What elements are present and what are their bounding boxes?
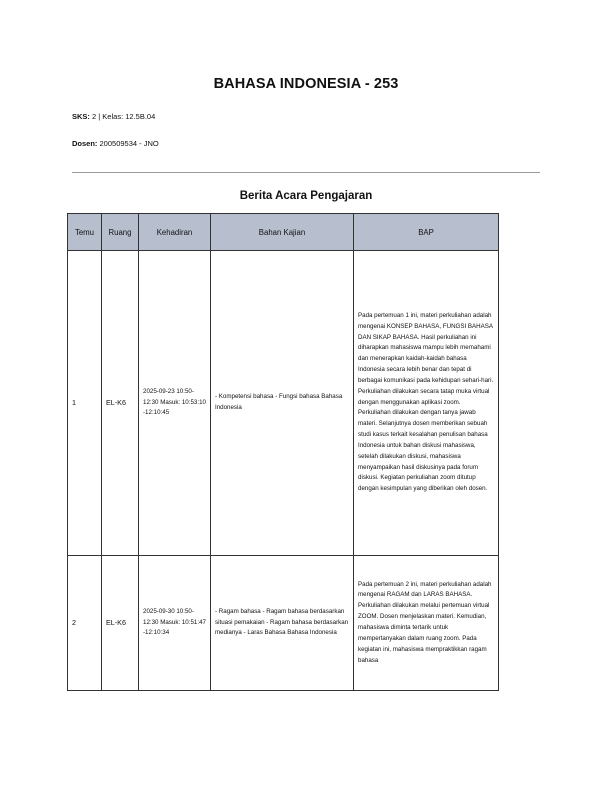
cell-bap	[354, 556, 499, 691]
dosen-label: Dosen:	[72, 139, 98, 148]
cell-bahan-kajian: - Kompetensi bahasa - Fungsi bahasa Bahasa Indonesia	[211, 251, 354, 556]
cell-ruang: EL-K6	[102, 251, 139, 556]
header-bahan-kajian: Bahan Kajian	[211, 214, 354, 251]
header-bap: BAP	[354, 214, 499, 251]
header-divider	[72, 172, 540, 173]
cell-temu: 2	[68, 556, 102, 691]
cell-temu: 1	[68, 251, 102, 556]
header-ruang: Ruang	[102, 214, 139, 251]
table-row	[68, 251, 499, 556]
bap-text: Pada pertemuan 2 ini, materi perkuliahan adalah mengenai RAGAM dan LARAS BAHASA. Perkuliahan dilakukan melalui pertemuan virtual ZOOM. Dosen menjelaskan materi. Kemudian, mahasiswa diminta tertarik untuk mempertanyakan dalam ruang zoom. Pada kegiatan ini, mahasiswa mempraktikkan ragam bahasa	[358, 580, 494, 664]
sks-kelas-line	[72, 112, 155, 121]
cell-kehadiran: 2025-09-23 10:50-12:30 Masuk: 10:53:10 -12:10:45	[139, 251, 211, 556]
page-title: BAHASA INDONESIA - 253	[213, 76, 399, 92]
dosen-value: 200509534 - JNO	[99, 139, 159, 148]
sks-kelas-value: 2 | Kelas: 12.5B.04	[92, 112, 156, 121]
bap-table	[67, 213, 499, 691]
dosen-line	[72, 139, 159, 148]
cell-ruang: EL-K6	[102, 556, 139, 691]
cell-kehadiran: 2025-09-30 10:50-12:30 Masuk: 10:51:47 -12:10:34	[139, 556, 211, 691]
table-header-row	[68, 214, 499, 251]
header-temu: Temu	[68, 214, 102, 251]
cell-bahan-kajian: - Ragam bahasa - Ragam bahasa berdasarkan situasi pemakaian - Ragam bahasa berdasarkan medianya - Laras Bahasa Bahasa Indonesia	[211, 556, 354, 691]
bap-text: Pada pertemuan 1 ini, materi perkuliahan adalah mengenai KONSEP BAHASA, FUNGSI BAHASA DAN SIKAP BAHASA. Hasil perkuliahan ini diharapkan mahasiswa mampu lebih memahami dan menerapkan kaidah-kaidah bahasa Indonesia secara lebih benar dan tepat di berbagai komunikasi pada kehidupan sehari-hari. Perkuliahan dilakukan secara tatap muka virtual dengan menggunakan aplikasi zoom. Perkuliahan dilakukan dengan tanya jawab materi. Selanjutnya dosen memberikan sebuah studi kasus terkait kesalahan penulisan bahasa Indonesia untuk bahan diskusi mahasiswa, setelah dilakukan diskusi, mahasiswa menyampaikan hasil diskusinya pada forum diskusi. Kegiatan perkuliahan zoom ditutup dengan kesimpulan yang diberikan oleh dosen.	[358, 311, 495, 493]
sks-label: SKS:	[72, 112, 90, 121]
table-row	[68, 556, 499, 691]
section-title: Berita Acara Pengajaran	[239, 190, 373, 202]
header-kehadiran: Kehadiran	[139, 214, 211, 251]
cell-bap	[354, 251, 499, 556]
